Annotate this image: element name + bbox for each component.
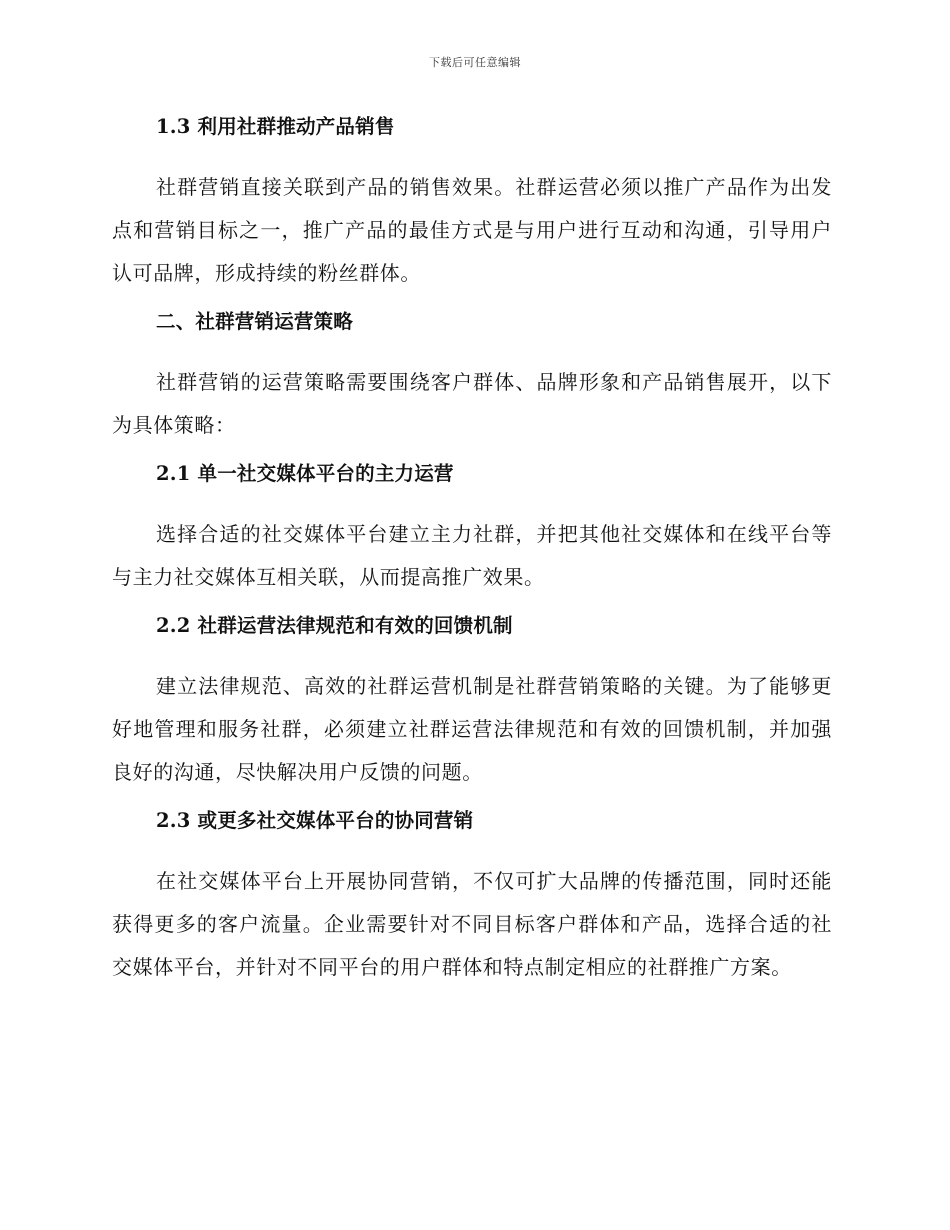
section-paragraph-strategy: 社群营销的运营策略需要围绕客户群体、品牌形象和产品销售展开，以下为具体策略： [112, 370, 832, 437]
section-heading-2-1: 2.1 单一社交媒体平台的主力运营 [156, 462, 454, 485]
document-body [112, 112, 832, 1001]
section-paragraph-1-3: 社群营销直接关联到产品的销售效果。社群运营必须以推广产品作为出发点和营销目标之一，推广产品的最佳方式是与用户进行互动和沟通，引导用户认可品牌，形成持续的粉丝群体。 [112, 175, 832, 285]
section-heading-2-3: 2.3 或更多社交媒体平台的协同营销 [156, 809, 474, 832]
section-paragraph-2-3: 在社交媒体平台上开展协同营销，不仅可扩大品牌的传播范围，同时还能获得更多的客户流量。企业需要针对不同目标客户群体和产品，选择合适的社交媒体平台，并针对不同平台的用户群体和特点制定相应的社群推广方案。 [112, 869, 832, 979]
section-heading-strategy: 二、社群营销运营策略 [156, 310, 354, 333]
section-paragraph-2-1: 选择合适的社交媒体平台建立主力社群，并把其他社交媒体和在线平台等与主力社交媒体互相关联，从而提高推广效果。 [112, 522, 832, 589]
section-paragraph-2-2: 建立法律规范、高效的社群运营机制是社群营销策略的关键。为了能够更好地管理和服务社群，必须建立社群运营法律规范和有效的回馈机制，并加强良好的沟通，尽快解决用户反馈的问题。 [112, 674, 832, 784]
page-header: 下载后可任意编辑 [429, 56, 521, 69]
section-heading-2-2: 2.2 社群运营法律规范和有效的回馈机制 [156, 614, 513, 637]
section-heading-1-3: 1.3 利用社群推动产品销售 [156, 115, 395, 138]
